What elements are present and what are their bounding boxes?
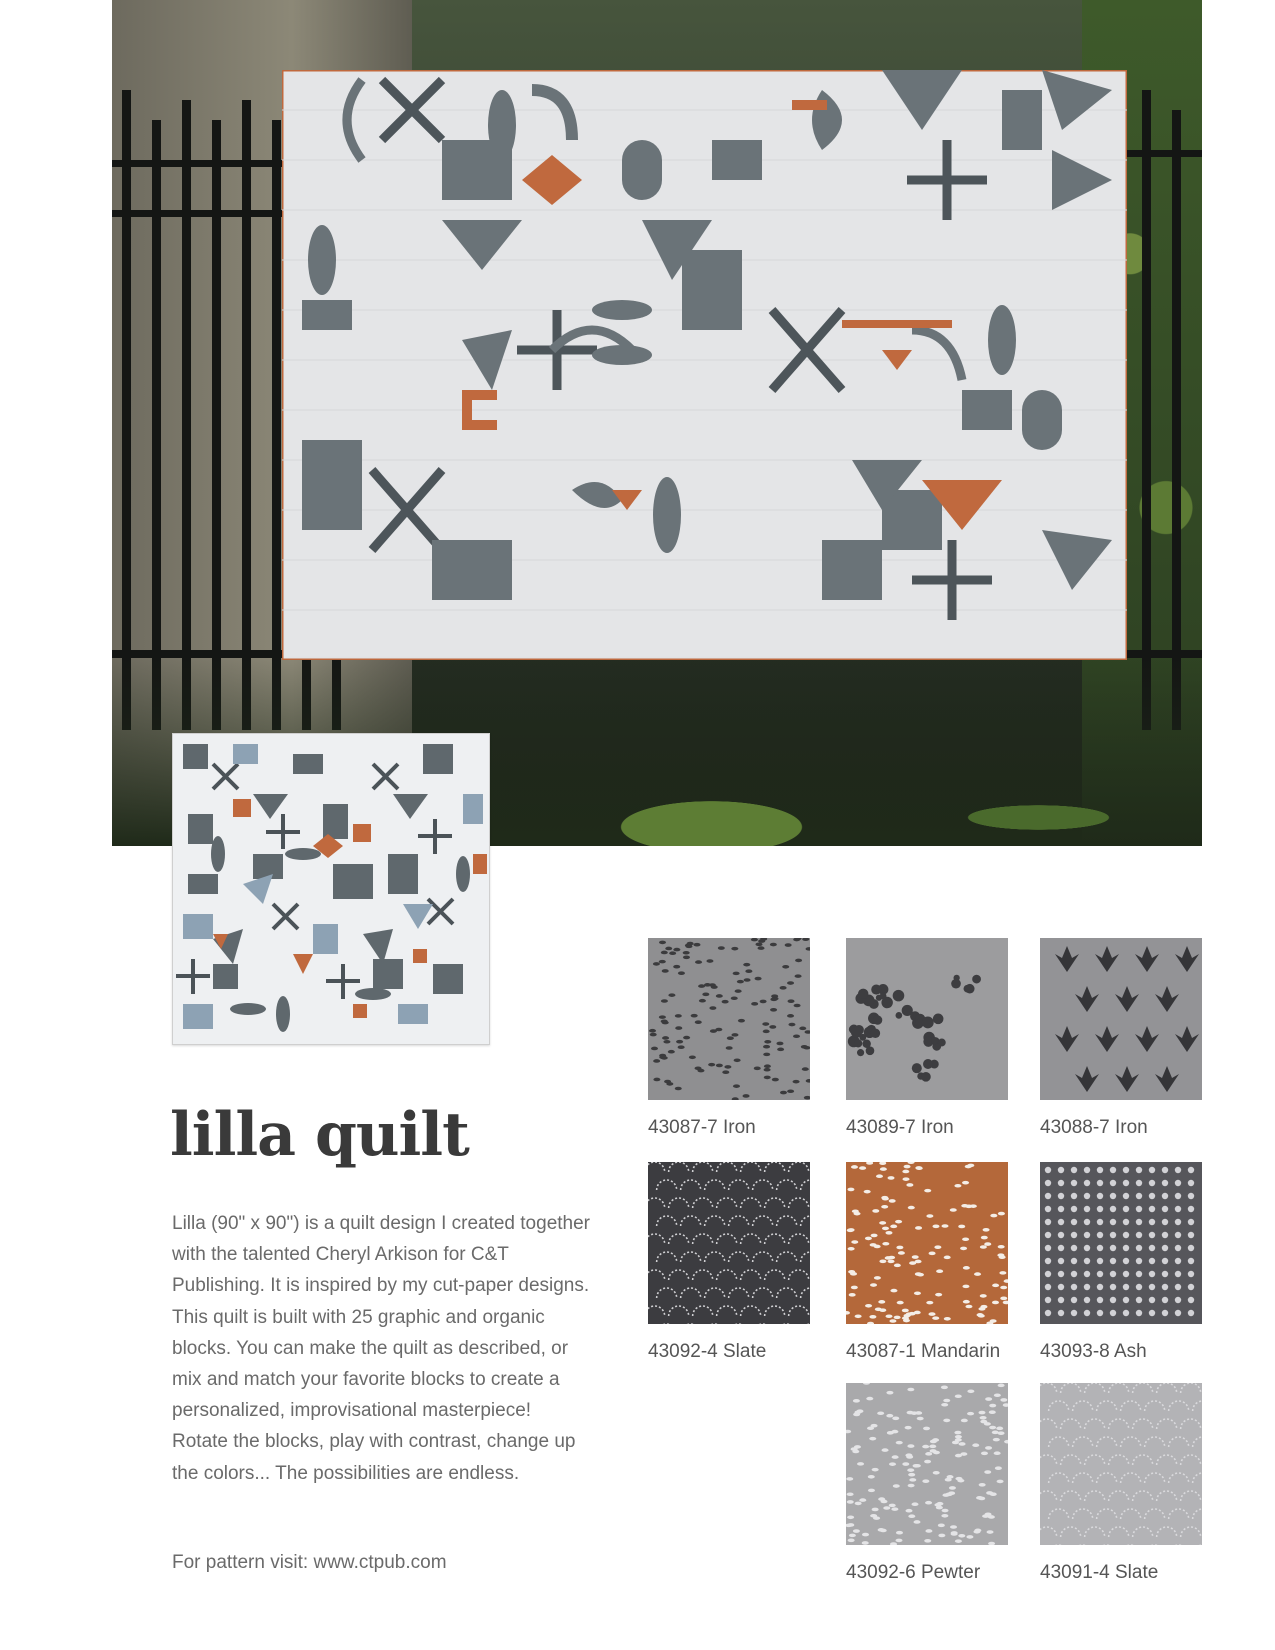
fabric-swatch-label: 43087-1 Mandarin [846, 1341, 1001, 1362]
fabric-swatch [846, 1383, 1008, 1583]
fabric-swatch-label: 43089-7 Iron [846, 1117, 954, 1138]
fabric-swatch-image [648, 1162, 810, 1324]
fabric-swatch-label: 43092-6 Pewter [846, 1562, 981, 1583]
fabric-swatch-image [846, 938, 1008, 1100]
fabric-swatch [1040, 1162, 1202, 1362]
fabric-swatch [1040, 938, 1202, 1138]
fabric-swatch-label: 43092-4 Slate [648, 1341, 767, 1362]
fabric-swatch-image [1040, 1162, 1202, 1324]
quilt-photo [282, 70, 1127, 660]
page-title: lilla quilt [170, 1100, 469, 1170]
fabric-swatch-image [648, 938, 810, 1100]
fabric-swatch-label: 43088-7 Iron [1040, 1117, 1148, 1138]
fabric-swatch-image [1040, 938, 1202, 1100]
fabric-swatch [846, 1162, 1008, 1362]
fabric-swatch [648, 1162, 810, 1362]
quilt-thumbnail [172, 733, 490, 1045]
fabric-swatch-image [846, 1162, 1008, 1324]
hero-photo [112, 0, 1202, 846]
fabric-swatch [648, 938, 810, 1138]
fabric-swatch [846, 938, 1008, 1138]
fabric-swatch-label: 43091-4 Slate [1040, 1562, 1159, 1583]
fabric-swatch-image [846, 1383, 1008, 1545]
fabric-swatch-label: 43093-8 Ash [1040, 1341, 1147, 1362]
fabric-swatch-label: 43087-7 Iron [648, 1117, 756, 1138]
pattern-link[interactable]: For pattern visit: www.ctpub.com [172, 1552, 447, 1573]
fabric-swatch [1040, 1383, 1202, 1583]
quilt-description: Lilla (90" x 90") is a quilt design I created together with the talented Cheryl Arkison for C&T Publishing. It is inspired by my cut-paper designs. This quilt is built with 25 graphic and organic blocks. You can make the quilt as described, or mix and match your favorite blocks to create a personalized, improvisational masterpiece! Rotate the blocks, play with contrast, change up the colors... The possibilities are endless. [172, 1213, 590, 1484]
fabric-swatch-image [1040, 1383, 1202, 1545]
